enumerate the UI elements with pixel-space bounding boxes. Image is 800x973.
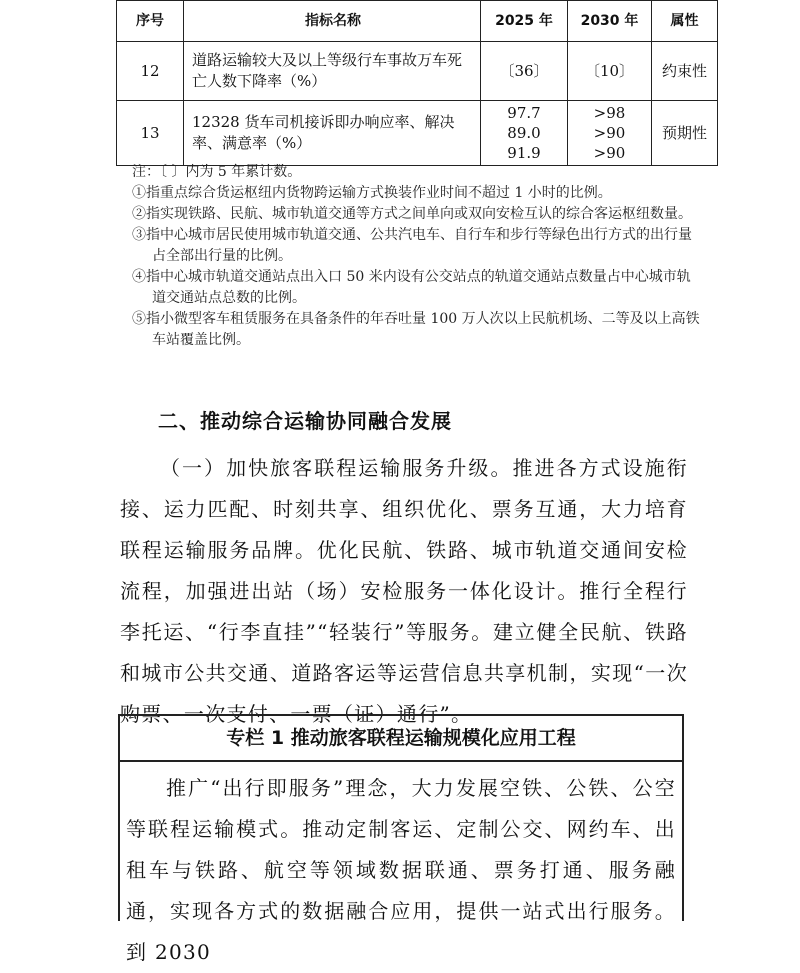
header-attribute: 属性 [652, 1, 718, 42]
value-satisfaction-rate-2030: >90 [593, 144, 626, 162]
header-2025: 2025 年 [481, 1, 568, 42]
header-no: 序号 [117, 1, 184, 42]
table-row [117, 42, 718, 101]
box-title: 专栏 1 推动旅客联程运输规模化应用工程 [120, 716, 682, 762]
header-indicator-name: 指标名称 [184, 1, 481, 42]
value-resolution-rate-2030: >90 [593, 124, 626, 142]
note-item: ①指重点综合货运枢纽内货物跨运输方式换装作业时间不超过 1 小时的比例。 [132, 185, 612, 201]
paragraph [120, 448, 688, 735]
row-attribute: 预期性 [652, 101, 718, 166]
value-satisfaction-rate-2025: 91.9 [507, 144, 541, 162]
row-attribute: 约束性 [652, 42, 718, 101]
section-heading: 二、推动综合运输协同融合发展 [158, 409, 452, 433]
header-2030: 2030 年 [568, 1, 652, 42]
box-body [120, 762, 682, 973]
note-item: ③指中心城市居民使用城市轨道交通、公共汽电车、自行车和步行等绿色出行方式的出行量占全部出行量的比例。 [132, 227, 692, 264]
body-paragraph [120, 448, 688, 735]
paragraph-lead: （一）加快旅客联程运输服务升级。 [160, 456, 513, 480]
table-row [117, 101, 718, 166]
value-response-rate-2025: 97.7 [507, 104, 541, 122]
row-values-2025 [481, 101, 568, 166]
row-no: 13 [117, 101, 184, 166]
row-values-2030 [568, 101, 652, 166]
table-header-row [117, 1, 718, 42]
note-item: ⑤指小微型客车租赁服务在具备条件的年吞吐量 100 万人次以上民航机场、二等及以上高铁车站覆盖比例。 [132, 311, 700, 348]
table-notes [132, 162, 702, 351]
note-item: ②指实现铁路、民航、城市轨道交通等方式之间单向或双向安检互认的综合客运枢纽数量。 [132, 206, 692, 222]
indicator-table [116, 0, 718, 166]
row-value-2030: 〔10〕 [568, 42, 652, 101]
value-resolution-rate-2025: 89.0 [507, 124, 541, 142]
row-indicator-name: 道路运输较大及以上等级行车事故万车死亡人数下降率（%） [184, 42, 481, 101]
value-response-rate-2030: >98 [593, 104, 626, 122]
note-item: ④指中心城市轨道交通站点出入口 50 米内设有公交站点的轨道交通站点数量占中心城市轨道交通站点总数的比例。 [132, 269, 691, 306]
note-legend: 注：〔 〕内为 5 年累计数。 [132, 164, 302, 180]
box-text: 推广“出行即服务”理念，大力发展空铁、公铁、公空等联程运输模式。推动定制客运、定制公交、网约车、出租车与铁路、航空等领域数据联通、票务打通、服务融通，实现各方式的数据融合应用，提供一站式出行服务。到 2030 [126, 776, 676, 964]
row-indicator-name: 12328 货车司机接诉即办响应率、解决率、满意率（%） [184, 101, 481, 166]
special-column-box [118, 714, 684, 964]
row-no: 12 [117, 42, 184, 101]
paragraph-text: 推进各方式设施衔接、运力匹配、时刻共享、组织优化、票务互通，大力培育联程运输服务品牌。优化民航、铁路、城市轨道交通间安检流程，加强进出站（场）安检服务一体化设计。推行全程行李托运、“行李直挂”“轻装行”等服务。建立健全民航、铁路和城市公共交通、道路客运等运营信息共享机制，实现“一次购票、一次支付、一票（证）通行”。 [120, 456, 688, 726]
row-value-2025: 〔36〕 [481, 42, 568, 101]
